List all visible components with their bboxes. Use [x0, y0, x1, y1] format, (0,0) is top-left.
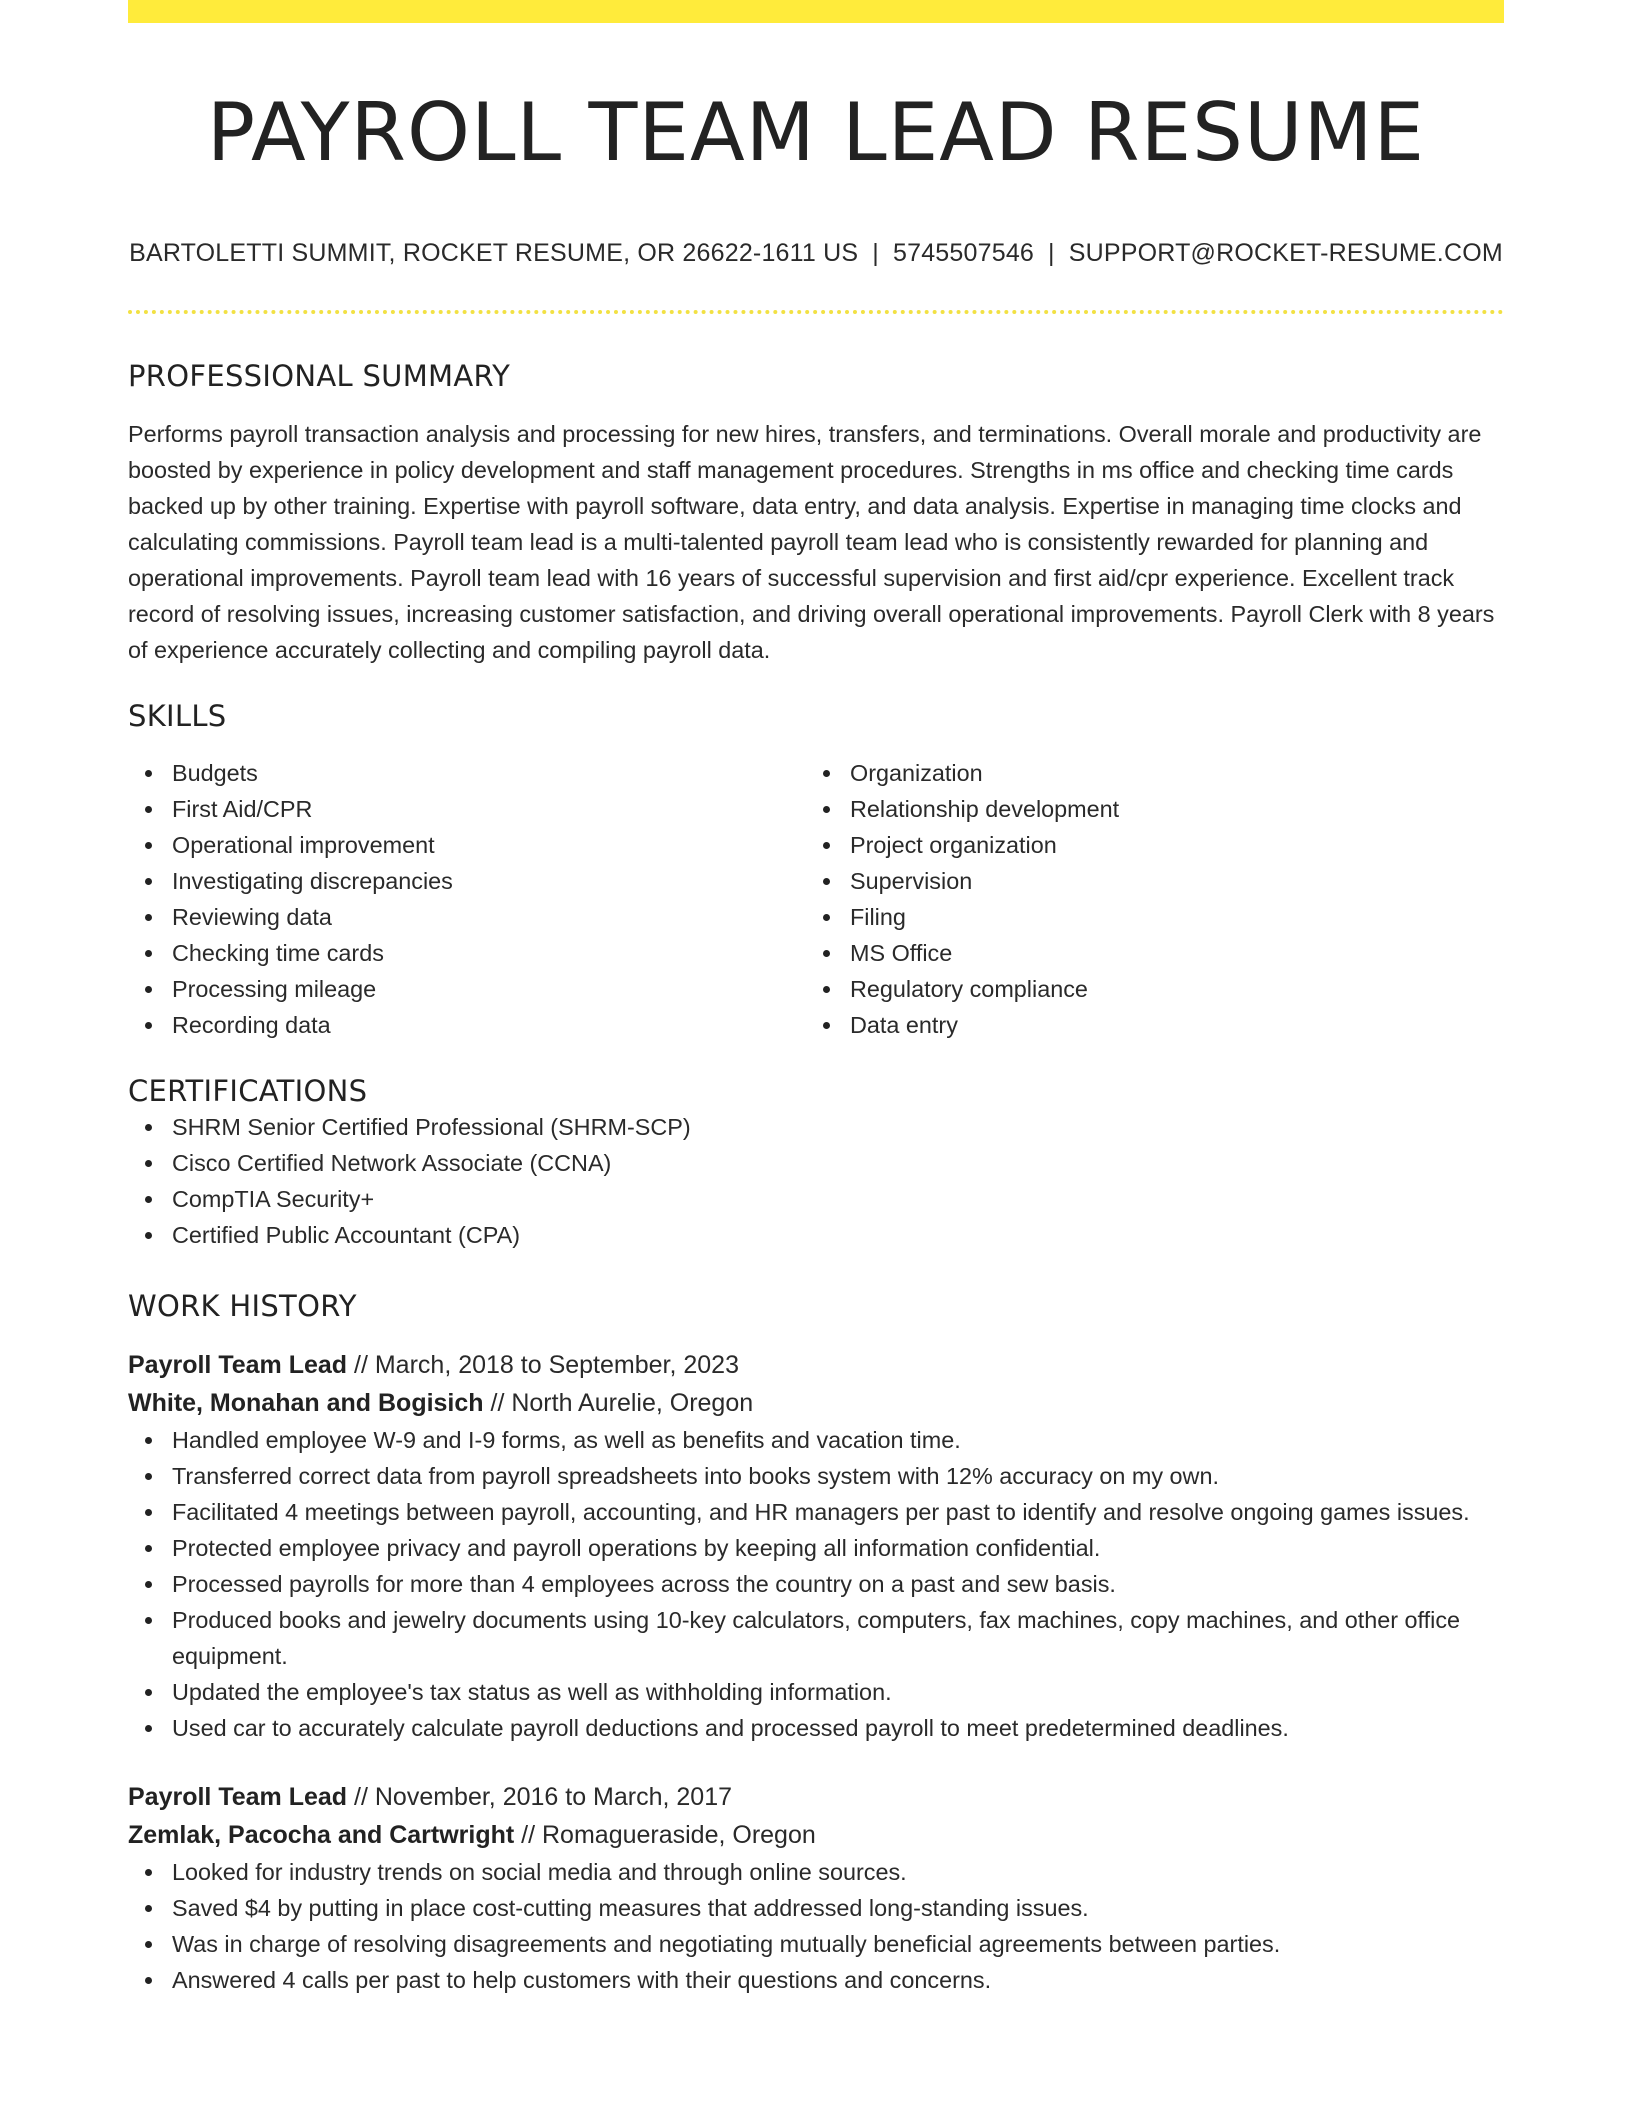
job-role: Payroll Team Lead	[128, 1351, 348, 1379]
job-location: // North Aurelie, Oregon	[483, 1389, 754, 1417]
certification-item: Certified Public Accountant (CPA)	[128, 1217, 1504, 1253]
skill-item: Relationship development	[806, 791, 1484, 827]
skill-item: MS Office	[806, 935, 1484, 971]
skill-item: Checking time cards	[128, 935, 806, 971]
certification-item: CompTIA Security+	[128, 1181, 1504, 1217]
skills-column-left	[128, 755, 806, 1043]
job-role-line	[128, 1778, 1504, 1816]
skill-item: Data entry	[806, 1007, 1484, 1043]
resume-title: PAYROLL TEAM LEAD RESUME	[206, 86, 1426, 179]
certification-item: SHRM Senior Certified Professional (SHRM-SCP)	[128, 1109, 1504, 1145]
job-bullet: Processed payrolls for more than 4 employees across the country on a past and sew basis.	[128, 1566, 1504, 1602]
job-bullet: Saved $4 by putting in place cost-cutting measures that addressed long-standing issues.	[128, 1890, 1504, 1926]
section-title-work-history: WORK HISTORY	[128, 1289, 357, 1323]
job-bullet: Answered 4 calls per past to help customers with their questions and concerns.	[128, 1962, 1504, 1998]
skill-item: Investigating discrepancies	[128, 863, 806, 899]
contact-address: BARTOLETTI SUMMIT, ROCKET RESUME, OR 26622-1611 US	[129, 239, 859, 267]
section-title-skills: SKILLS	[128, 699, 227, 733]
contact-separator: |	[1048, 239, 1055, 267]
job-role-line	[128, 1346, 1504, 1384]
job-entry	[128, 1778, 1504, 1998]
job-bullet: Facilitated 4 meetings between payroll, accounting, and HR managers per past to identify and resolve ongoing games issues.	[128, 1494, 1504, 1530]
summary-text: Performs payroll transaction analysis and processing for new hires, transfers, and terminations. Overall morale and productivity are boosted by experience in policy development and staff management procedures. Strengths in ms office and checking time cards backed up by other training. Expertise with payroll software, data entry, and data analysis. Expertise in managing time clocks and calculating commissions. Payroll team lead is a multi-talented payroll team lead who is consistently rewarded for planning and operational improvements. Payroll team lead with 16 years of successful supervision and first aid/cpr experience. Excellent track record of resolving issues, increasing customer satisfaction, and driving overall operational improvements. Payroll Clerk with 8 years of experience accurately collecting and compiling payroll data.	[128, 421, 1495, 663]
job-bullet: Protected employee privacy and payroll operations by keeping all information confidential.	[128, 1530, 1504, 1566]
job-company: White, Monahan and Bogisich	[128, 1389, 484, 1417]
section-title-summary: PROFESSIONAL SUMMARY	[128, 359, 511, 393]
job-bullet: Was in charge of resolving disagreements and negotiating mutually beneficial agreements between parties.	[128, 1926, 1504, 1962]
skills-list-left	[128, 755, 806, 1043]
header-divider	[128, 310, 1504, 314]
skill-item: Budgets	[128, 755, 806, 791]
job-company: Zemlak, Pacocha and Cartwright	[128, 1821, 515, 1849]
job-bullet: Updated the employee's tax status as well as withholding information.	[128, 1674, 1504, 1710]
job-bullet: Used car to accurately calculate payroll deductions and processed payroll to meet predetermined deadlines.	[128, 1710, 1504, 1746]
skill-item: Operational improvement	[128, 827, 806, 863]
skill-item: Processing mileage	[128, 971, 806, 1007]
job-bullet: Handled employee W-9 and I-9 forms, as well as benefits and vacation time.	[128, 1422, 1504, 1458]
skill-item: Regulatory compliance	[806, 971, 1484, 1007]
contact-phone[interactable]: 5745507546	[893, 239, 1035, 267]
job-bullet: Produced books and jewelry documents using 10-key calculators, computers, fax machines, copy machines, and other office equipment.	[128, 1602, 1504, 1674]
job-company-line	[128, 1384, 1504, 1422]
certification-item: Cisco Certified Network Associate (CCNA)	[128, 1145, 1504, 1181]
job-location: // Romagueraside, Oregon	[514, 1821, 816, 1849]
job-role: Payroll Team Lead	[128, 1783, 348, 1811]
certifications-list	[128, 1109, 1504, 1253]
job-bullet: Looked for industry trends on social media and through online sources.	[128, 1854, 1504, 1890]
resume-page	[128, 0, 1504, 1998]
job-dates: // November, 2016 to March, 2017	[347, 1783, 733, 1811]
skill-item: Project organization	[806, 827, 1484, 863]
section-title-certifications: CERTIFICATIONS	[128, 1074, 368, 1108]
contact-email[interactable]: SUPPORT@ROCKET-RESUME.COM	[1068, 239, 1503, 267]
job-company-line	[128, 1816, 1504, 1854]
job-bullet: Transferred correct data from payroll spreadsheets into books system with 12% accuracy on my own.	[128, 1458, 1504, 1494]
skill-item: Organization	[806, 755, 1484, 791]
skill-item: First Aid/CPR	[128, 791, 806, 827]
skills-list-right	[806, 755, 1484, 1043]
job-entry	[128, 1346, 1504, 1746]
skill-item: Recording data	[128, 1007, 806, 1043]
skill-item: Supervision	[806, 863, 1484, 899]
job-bullets	[128, 1854, 1504, 1998]
skill-item: Filing	[806, 899, 1484, 935]
accent-bar	[128, 0, 1504, 23]
skills-grid	[128, 755, 1504, 1043]
contact-line	[128, 238, 1504, 268]
skill-item: Reviewing data	[128, 899, 806, 935]
job-bullets	[128, 1422, 1504, 1746]
contact-separator: |	[872, 239, 879, 267]
job-dates: // March, 2018 to September, 2023	[347, 1351, 739, 1379]
skills-column-right	[806, 755, 1484, 1043]
